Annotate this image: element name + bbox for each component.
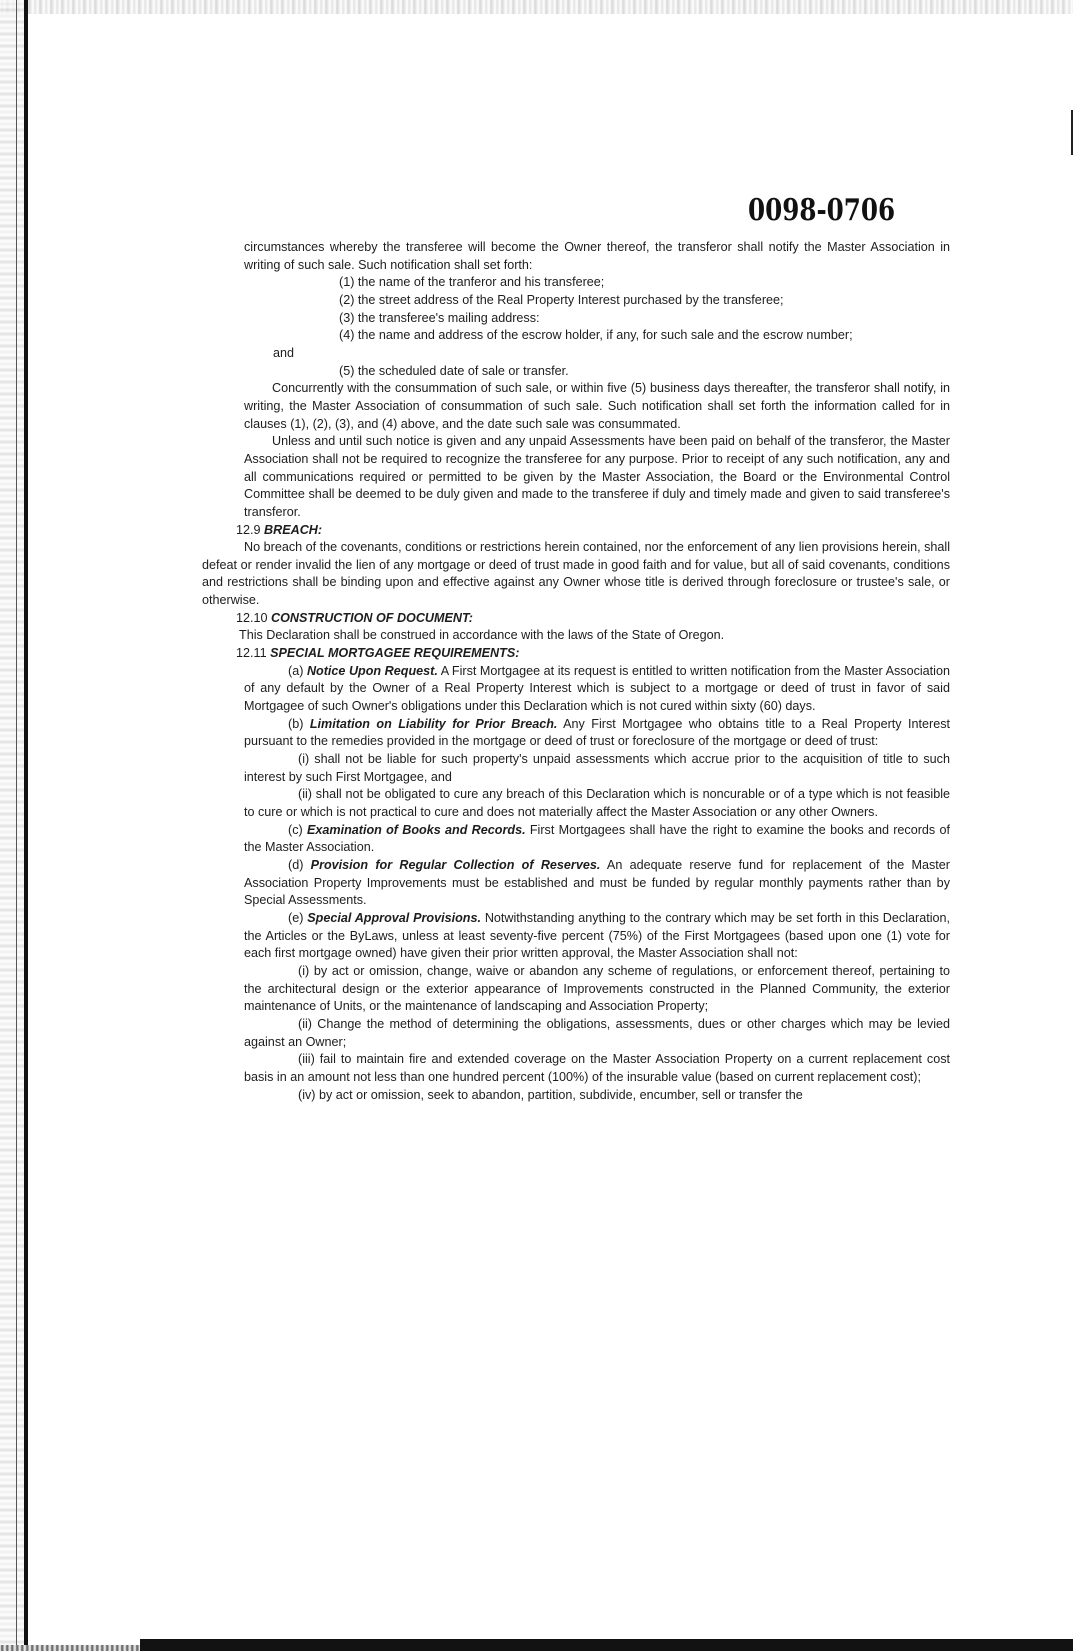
subsection-body: First Mortgagees shall have the right to examine the books and records of the Master Association. [244, 822, 951, 855]
subsection-e-i: (i) by act or omission, change, waive or abandon any scheme of regulations, or enforcement thereof, pertaining to the architectural design or the exterior appearance of Improvements constructed in the Planned Community, the exterior maintenance of Units, or the maintenance of landscaping and Association Property; [244, 963, 950, 1014]
scan-left-line [16, 0, 17, 1651]
subsection-title: Notice Upon Request. [306, 663, 438, 678]
subsection-e-iv: (iv) by act or omission, seek to abandon, partition, subdivide, encumber, sell or transfer the [298, 1087, 803, 1102]
scan-bottom-noise [0, 1645, 140, 1651]
subsection-c [244, 822, 950, 857]
section-number: 12.10 [236, 610, 268, 625]
paragraph-concurrently: Concurrently with the consummation of such sale, or within five (5) business days thereafter, the transferor shall notify, in writing, the Master Association of consummation of such sale. Such notification shall set forth the information called for in clauses (1), (2), (3), and (4) above, and the date such sale was consummated. [244, 381, 950, 431]
list-item-2: (2) the street address of the Real Property Interest purchased by the transferee; [339, 292, 784, 307]
subsection-b-ii: (ii) shall not be obligated to cure any breach of this Declaration which is noncurable or of a type which is not feasible to cure or which is not practical to cure and does not materially affect the Master Association or any other Owners. [244, 787, 950, 819]
list-item-1: (1) the name of the tranferor and his transferee; [339, 275, 605, 290]
section-12-9-body: No breach of the covenants, conditions or restrictions herein contained, nor the enforcement of any lien provisions herein, shall defeat or render invalid the lien of any mortgage or deed of trust made in good faith and for value, but all of said covenants, conditions and restrictions shall be binding upon and effective against any Owner whose title is derived through foreclosure or trustee's sale, or otherwise. [202, 540, 950, 608]
subsection-a [244, 663, 950, 716]
section-number: 12.9 [236, 522, 261, 537]
section-12-9-heading [236, 522, 950, 540]
scan-left-border [24, 0, 28, 1651]
subsection-body: An adequate reserve fund for replacement of the Master Association Property Improvements must be established and must be funded by regular monthly payments rather than by Special Assessments. [244, 857, 950, 908]
subsection-title: Special Approval Provisions. [307, 910, 481, 925]
section-12-10-body: This Declaration shall be construed in accordance with the laws of the State of Oregon. [239, 628, 725, 643]
section-12-10-heading [236, 610, 950, 628]
scan-bottom-border [140, 1639, 1073, 1651]
subsection-label: (e) [288, 910, 304, 925]
list-item-4: (4) the name and address of the escrow holder, if any, for such sale and the escrow number; [339, 328, 853, 343]
subsection-body: Notwithstanding anything to the contrary which may be set forth in this Declaration, the Articles or the ByLaws, unless at least seventy-five percent (75%) of the First Mortgagees (based upon one (1) vote for each first mortgage owned) have given their prior written approval, the Master Association shall not: [244, 910, 950, 961]
subsection-label: (a) [288, 663, 304, 678]
paragraph-unless: Unless and until such notice is given and any unpaid Assessments have been paid on behalf of the transferor, the Master Association shall not be required to recognize the transferee for any purpose. Prior to receipt of any such notification, any and all communications required or permitted to be given by the Master Association, the Board or the Environmental Control Committee shall be deemed to be duly given and made to the transferee if duly and timely made and given to said transferee's transferor. [244, 434, 950, 519]
subsection-b [244, 716, 950, 751]
subsection-label: (b) [288, 716, 304, 731]
subsection-title: Provision for Regular Collection of Reserves. [310, 857, 601, 872]
section-title: CONSTRUCTION OF DOCUMENT: [271, 610, 473, 625]
subsection-label: (c) [288, 822, 303, 837]
subsection-e-iii: (iii) fail to maintain fire and extended coverage on the Master Association Property on a current replacement cost basis in an amount not less than one hundred percent (100%) of the insurable value (based on current replacement cost); [244, 1052, 950, 1084]
subsection-title: Limitation on Liability for Prior Breach. [309, 716, 558, 731]
subsection-title: Examination of Books and Records. [306, 822, 526, 837]
section-title: BREACH: [264, 522, 323, 537]
subsection-body: A First Mortgagee at its request is entitled to written notification from the Master Association of any default by the Owner of a Real Property Interest which is subject to a mortgage or deed of trust in favor of said Mortgagee of such Owner's obligations under this Declaration which is not cured within sixty (60) days. [244, 663, 950, 714]
document-body [202, 239, 951, 1104]
scan-top-edge [0, 0, 1073, 14]
subsection-d [244, 857, 950, 910]
subsection-e [244, 910, 950, 963]
subsection-label: (d) [288, 857, 304, 872]
page-stamp: 0098-0706 [748, 193, 896, 228]
subsection-b-i: (i) shall not be liable for such property's unpaid assessments which accrue prior to the acquisition of title to such interest by such First Mortgagee, and [244, 752, 950, 784]
section-12-11-heading [236, 645, 950, 663]
scan-left-edge [0, 0, 24, 1651]
list-item-5: (5) the scheduled date of sale or transfer. [339, 363, 569, 378]
section-number: 12.11 [236, 646, 267, 661]
subsection-e-ii: (ii) Change the method of determining the obligations, assessments, dues or other charges which may be levied against an Owner; [244, 1016, 950, 1049]
list-item-3: (3) the transferee's mailing address: [339, 310, 540, 325]
section-title: SPECIAL MORTGAGEE REQUIREMENTS: [270, 646, 520, 661]
paragraph-intro: circumstances whereby the transferee will become the Owner thereof, the transferor shall notify the Master Association in writing of such sale. Such notification shall set forth: [244, 240, 950, 272]
subsection-body: Any First Mortgagee who obtains title to a Real Property Interest pursuant to the remedies provided in the mortgage or deed of trust or foreclosure of the mortgage or deed of trust: [244, 716, 951, 749]
list-item-4-and: and [273, 345, 295, 360]
